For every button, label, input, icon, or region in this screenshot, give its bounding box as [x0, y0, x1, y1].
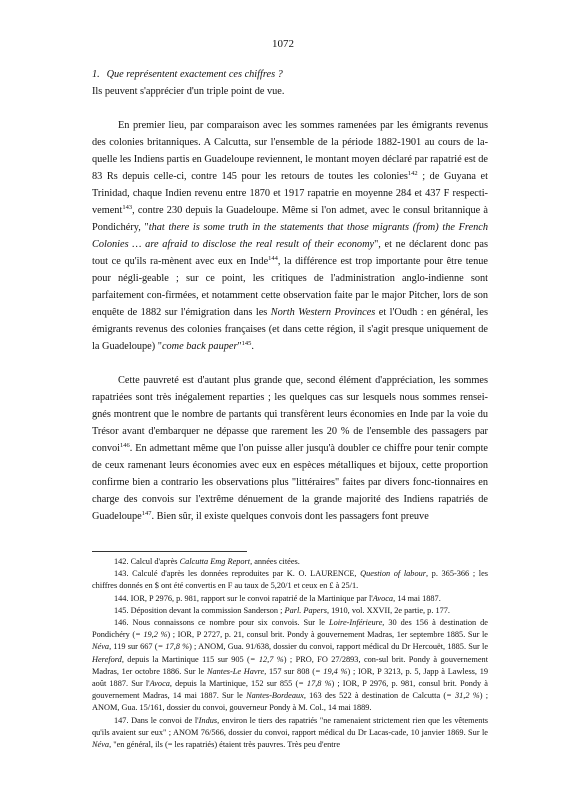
ship-name: Néva [92, 642, 110, 652]
text-run: 145. Déposition devant la commission Sanderson ; [114, 605, 285, 615]
place-name: North Western Provinces [270, 307, 376, 318]
text-run: . [251, 341, 254, 352]
percentage: = 31,2 % [446, 691, 480, 701]
text-run: ) ; IOR, P 3213, p. 5, Japp à Lawless, 19 août 1887. Sur l' [92, 666, 488, 689]
text-run: ) ; IOR, P 2727, p. 21, consul brit. Pondy à gouvernement Madras, 1er septembre 1885. Sur le [167, 630, 488, 640]
ship-name: Néva [92, 740, 110, 750]
text-run: , p. 365-366 ; les chiffres donnés en $ ont été convertis en F au taux de 5,20/1 et ceux en £ à 25/1. [92, 569, 488, 591]
text-run: " [237, 341, 242, 352]
text-run: 147. Dans le convoi de l' [114, 715, 199, 725]
text-run: , 1910, vol. XXVII, 2e partie, p. 177. [326, 605, 450, 615]
source-title: Parl. Papers [284, 605, 327, 615]
section-number: 1. [92, 69, 100, 80]
footnote-ref-145[interactable]: 145 [241, 340, 252, 347]
text-run: 143. Calculé d'après les données reproduites par K. O. LAURENCE, [114, 569, 361, 579]
footnotes [92, 556, 488, 751]
ship-name: Nantes-Le Havre [206, 666, 265, 676]
footnote-142 [92, 556, 488, 568]
text-run: , 157 sur 808 ( [264, 666, 315, 676]
text-run: , depuis la Martinique 115 sur 905 ( [121, 654, 250, 664]
ship-name: Indus [198, 715, 218, 725]
percentage: = 17,8 % [157, 642, 190, 652]
text-run: , 163 des 522 à destination de Calcutta ( [303, 691, 447, 701]
text-run: , 14 mai 1887. [393, 593, 441, 603]
section-intro: Ils peuvent s'apprécier d'un triple point de vue. [92, 86, 285, 97]
footnote-ref-142[interactable]: 142 [407, 170, 418, 177]
footnote-146 [92, 617, 488, 715]
ship-name: Loire-Inférieure [328, 618, 383, 628]
page-number: 1072 [272, 38, 294, 50]
paragraph-2 [92, 372, 488, 525]
text-run: , contre 230 depuis la Guadeloupe. Même si l'on admet, avec le consul britannique à Pondichéry, " [92, 205, 488, 233]
text-run: ) ; IOR, P 2976, p. 981, consul brit. Pondy à gouvernement Madras, 14 mai 1887. Sur le [92, 679, 488, 701]
footnote-144 [92, 593, 488, 605]
footnote-ref-146[interactable]: 146 [120, 442, 130, 449]
text-run: 144. IOR, P 2976, p. 981, rapport sur le convoi rapatrié de la Martinique par l' [114, 593, 373, 603]
section-title: Que représentent exactement ces chiffres ? [106, 69, 283, 80]
text-run: ) ; PRO, FO 27/2893, con-sul brit. Pondy à gouvernement Madras, 1er octobre 1886. Sur le [92, 654, 488, 676]
footnote-ref-143[interactable]: 143 [122, 204, 133, 211]
text-run: En premier lieu, par comparaison avec les sommes ramenées par les émigrants revenus des colonies britanniques. A Calcutta, sur l'ensemble de la période 1882-1901 au cours de la-quelle les Indiens partis en Guadeloupe reviennent, le montant moyen déclaré par rapatrié est de 83 Rs depuis celle-ci, contre 145 pour les retours de toutes les colonies [92, 120, 488, 182]
percentage: = 19,2 % [135, 630, 168, 640]
percentage: = 17,8 % [298, 679, 332, 689]
text-run: ) ; ANOM, Gua. 91/638, dossier du convoi, rapport médical du Dr Hercouët, 1885. Sur le [189, 642, 488, 652]
text-run: et l'Oudh : en général, les émigrants revenus des colonies françaises (et dans cette région, il s'agit presque uniquement de la Guadeloupe) " [92, 307, 488, 352]
footnote-143 [92, 568, 488, 592]
text-run: . Bien sûr, il existe quelques convois dont les passagers font preuve [151, 511, 429, 522]
percentage: = 12,7 % [249, 654, 284, 664]
ship-name: Nantes-Bordeaux [246, 691, 304, 701]
text-run: 142. Calcul d'après [114, 557, 180, 566]
footnote-ref-144[interactable]: 144 [268, 255, 278, 262]
text-run: , 30 des 156 à destination de Pondichéry ( [92, 618, 488, 640]
ship-name: Avoca [372, 593, 394, 603]
text-run: 146. Nous connaissons ce nombre pour six convois. Sur le [114, 618, 329, 628]
section-heading [92, 66, 488, 83]
footnote-divider [92, 551, 247, 552]
source-title: Calcutta Emg Report [179, 557, 251, 566]
text-run: , "en général, ils (= les rapatriés) étaient très pauvres. Très peu d'entre [109, 740, 341, 750]
ship-name: Hereford [92, 654, 122, 664]
text-run: , 119 sur 667 ( [109, 642, 158, 652]
text-run: ) ; ANOM, Gua. 15/161, dossier du convoi, gouverneur Pondy à M. Col., 14 mai 1889. [92, 691, 489, 713]
text-run: , environ le tiers des rapatriés "ne ramenaient strictement rien que les vêtements qu'ils avaient sur eux" ; ANOM 76/566, dossier du convoi, rapport médical du Dr Lacas-cade, 10 janvier 1869. Sur le [92, 715, 488, 737]
paragraph-1 [92, 117, 488, 355]
source-title: Question of labour [360, 569, 426, 579]
text-run: ", et ne déclarent donc pas tout ce qu'ils ra-mènent avec eux en Inde [92, 239, 488, 267]
text-run: ; de Guyana et Trinidad, chaque Indien revenu entre 1870 et 1917 rapatrie en moyenne 284 et 437 F respecti-vement [92, 171, 488, 216]
main-text [92, 66, 488, 525]
text-run: , années citées. [250, 557, 300, 566]
footnote-145 [92, 605, 488, 617]
quote-pauper: come back pauper [161, 341, 238, 352]
footnote-ref-147[interactable]: 147 [141, 510, 152, 517]
text-run: . En admettant même que l'on puisse aller jusqu'à doubler ce chiffre pour tenir compte de ceux ramenant leurs économies avec eux en espèces métalliques et bijoux, cette proportion confirme bien a contrario les observations plus "littéraires" faites par divers fonc-tionnaires en charge des convois sur l'extrême dénuement de la grande majorité des Indiens rapatriés de Guadeloupe [92, 443, 488, 522]
quote-consul: that there is some truth in the statements that those migrants (from) the French Colonies … are afraid to disclose the real result of their economy [92, 222, 488, 250]
text-run: , depuis la Martinique, 152 sur 855 ( [169, 679, 299, 689]
footnote-147 [92, 715, 488, 752]
text-run: Cette pauvreté est d'autant plus grande que, second élément d'appréciation, les sommes rapatriées sont très inégalement reparties ; les quelques cas sur lesquels nous sommes rensei-gnés montrent que le nombre de partants qui transfèrent leurs économies en Inde par la voie du Trésor avant d'embarquer ne dépasse que rarement les 20 % de l'ensemble des passagers par convoi [92, 375, 488, 454]
text-run: , la différence est trop importante pour être tenue pour négli-geable ; sur ce point, les critiques de l'administration anglo-indienne sont parfaitement con-firmées, et notamment cette observation faite par le major Pitcher, lors de son enquête de 1882 sur l'émigration dans les [92, 256, 488, 318]
percentage: = 19,4 % [314, 666, 348, 676]
ship-name: Avoca [149, 679, 170, 689]
